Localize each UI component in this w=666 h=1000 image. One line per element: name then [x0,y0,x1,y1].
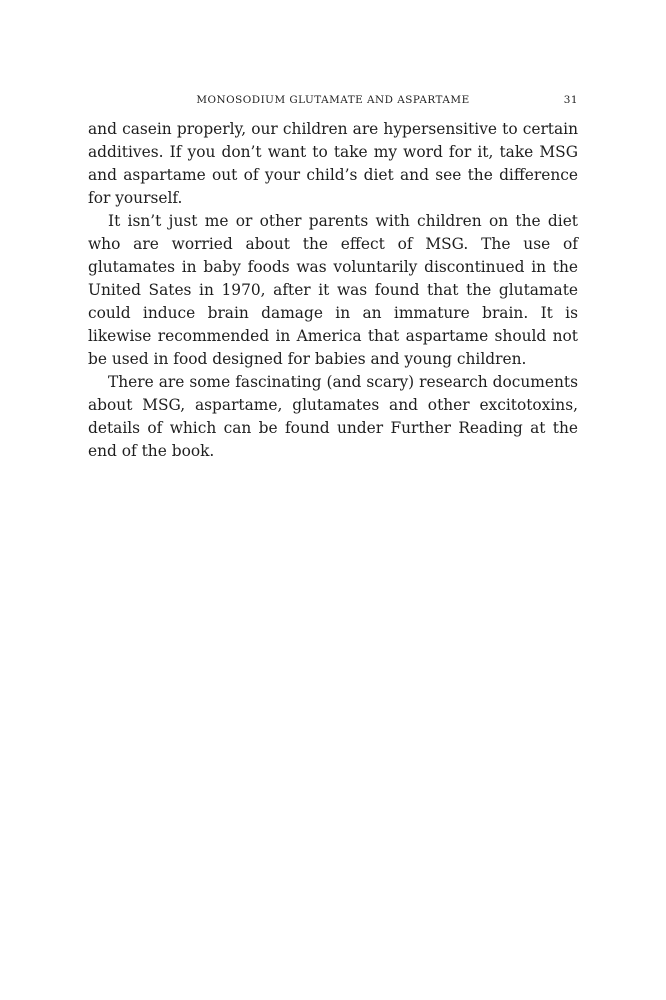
page-number: 31 [563,94,578,106]
running-head [88,94,578,110]
paragraph-research-documents: There are some fascinating (and scary) research documents about MSG, aspartame, glutamates and other excitotoxins, details of which can be found under Further Reading at the end of the book. [88,373,578,460]
body-text [88,118,578,463]
paragraph-continuation: and casein properly, our children are hypersensitive to certain additives. If you don’t want to take my word for it, take MSG and aspartame out of your child’s diet and see the difference for yourself. [88,120,578,207]
paragraph-msg-concerns: It isn’t just me or other parents with children on the diet who are worried about the effect of MSG. The use of glutamates in baby foods was voluntarily discontinued in the United Sates in 1970, after it was found that the glutamate could induce brain damage in an immature brain. It is likewise recommended in America that aspartame should not be used in food designed for babies and young children. [88,212,578,368]
running-title: MONOSODIUM GLUTAMATE AND ASPARTAME [196,94,470,106]
